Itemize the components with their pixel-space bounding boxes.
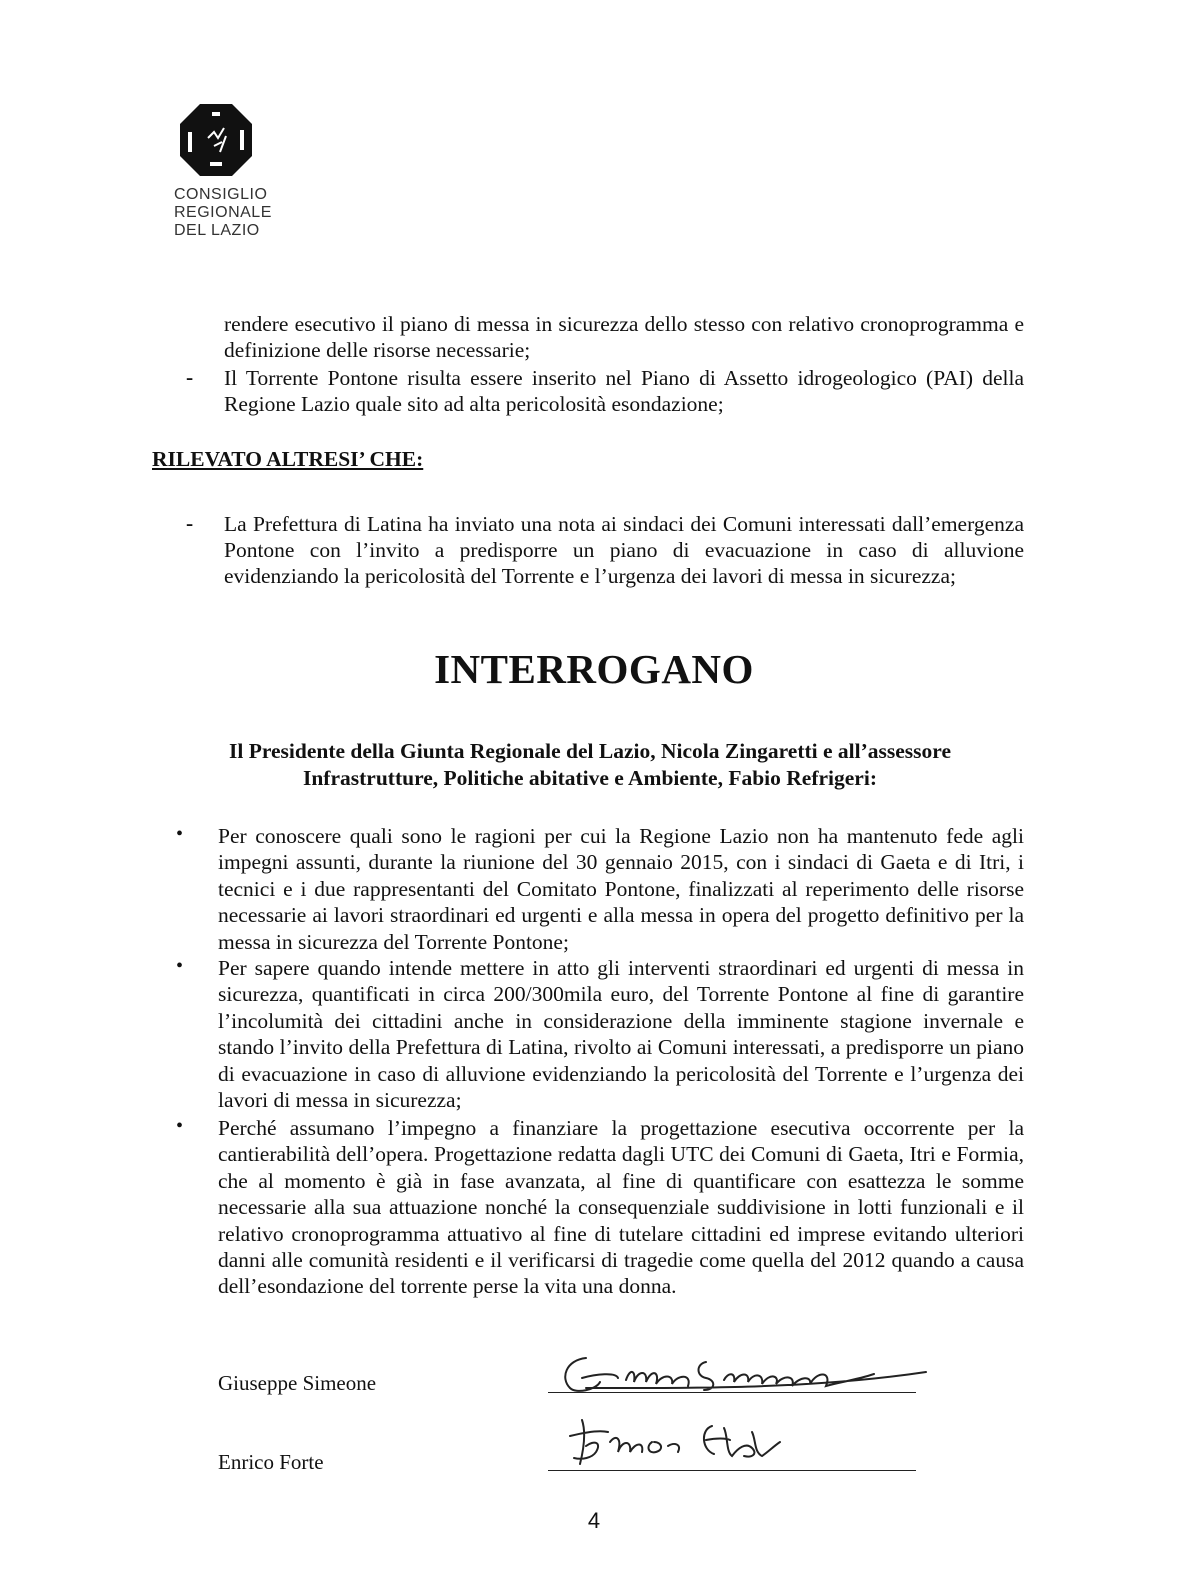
signatory-name: Giuseppe Simeone <box>218 1371 377 1395</box>
addressees-line: Infrastrutture, Politiche abitative e Ambiente, Fabio Refrigeri: <box>302 766 877 790</box>
addressees <box>150 738 1030 792</box>
premise-continued-paragraph: rendere esecutivo il piano di messa in sicurezza dello stesso con relativo cronoprogramma e definizione delle risorse necessarie; <box>224 312 1024 362</box>
signatory-name: Enrico Forte <box>218 1450 324 1474</box>
dash-marker: - <box>186 365 194 389</box>
dash-marker: - <box>186 511 194 535</box>
request-paragraph: Perché assumano l’impegno a finanziare la progettazione esecutiva occorrente per la cantierabilità dell’opera. Progettazione redatta dagli UTC dei Comuni di Gaeta, Itri e Formia, che al momento è già in fase avanzata, al fine di quantificare con esattezza le somme necessarie alla sua attuazione nonché la consequenziale suddivisione in lotti funzionali e il relativo cronoprogramma attuativo al fine di tutelare cittadini ed imprese evitando ulteriori danni alle comunità residenti e il verificarsi di tragedie come quella del 2012 quando a causa dell’esondazione del torrente perse la vita una donna. <box>218 1116 1024 1299</box>
request-paragraph: Per conoscere quali sono le ragioni per cui la Regione Lazio non ha mantenuto fede agli impegni assunti, durante la riunione del 30 gennaio 2015, con i sindaci di Gaeta e di Itri, i tecnici e i due rappresentanti del Comitato Pontone, finalizzati al reperimento delle risorse necessarie ai lavori straordinari ed urgenti e alla messa in opera del progetto definitivo per la messa in sicurezza del Torrente Pontone; <box>218 824 1024 954</box>
addressees-line: Il Presidente della Giunta Regionale del Lazio, Nicola Zingaretti e all’assessore <box>229 739 951 763</box>
section-heading: RILEVATO ALTRESI’ CHE: <box>152 447 424 471</box>
council-name <box>174 186 284 240</box>
page-number: 4 <box>587 1508 601 1533</box>
premise-paragraph: Il Torrente Pontone risulta essere inserito nel Piano di Assetto idrogeologico (PAI) della Regione Lazio quale sito ad alta pericolosità esondazione; <box>224 366 1024 416</box>
signature-line <box>548 1392 916 1393</box>
bullet-icon: • <box>176 1115 184 1137</box>
request-paragraph: Per sapere quando intende mettere in atto gli interventi straordinari ed urgenti di messa in sicurezza, quantificati in circa 200/300mila euro, del Torrente Pontone al fine di garantire l’incolumità dei cittadini anche in considerazione della imminente stagione invernale e stando l’invito della Prefettura di Latina, rivolto ai Comuni interessati, a predisporre un piano di evacuazione in caso di alluvione evidenziando la pericolosità del Torrente e l’urgenza dei lavori di messa in sicurezza; <box>218 956 1024 1113</box>
logo-line: CONSIGLIO <box>174 186 268 203</box>
council-logo <box>174 102 284 240</box>
logo-line: DEL LAZIO <box>174 222 260 239</box>
bullet-icon: • <box>176 955 184 977</box>
rilevato-paragraph: La Prefettura di Latina ha inviato una nota ai sindaci dei Comuni interessati dall’emergenza Pontone con l’invito a predisporre un piano di evacuazione in caso di alluvione evidenziando la pericolosità del Torrente e l’urgenza dei lavori di messa in sicurezza; <box>224 512 1024 588</box>
signature-line <box>548 1470 916 1471</box>
document-title: INTERROGANO <box>434 646 754 692</box>
bullet-icon: • <box>176 823 184 845</box>
handwritten-signature <box>556 1348 936 1398</box>
council-emblem-icon <box>178 102 254 178</box>
handwritten-signature <box>556 1412 816 1472</box>
logo-line: REGIONALE <box>174 204 272 221</box>
